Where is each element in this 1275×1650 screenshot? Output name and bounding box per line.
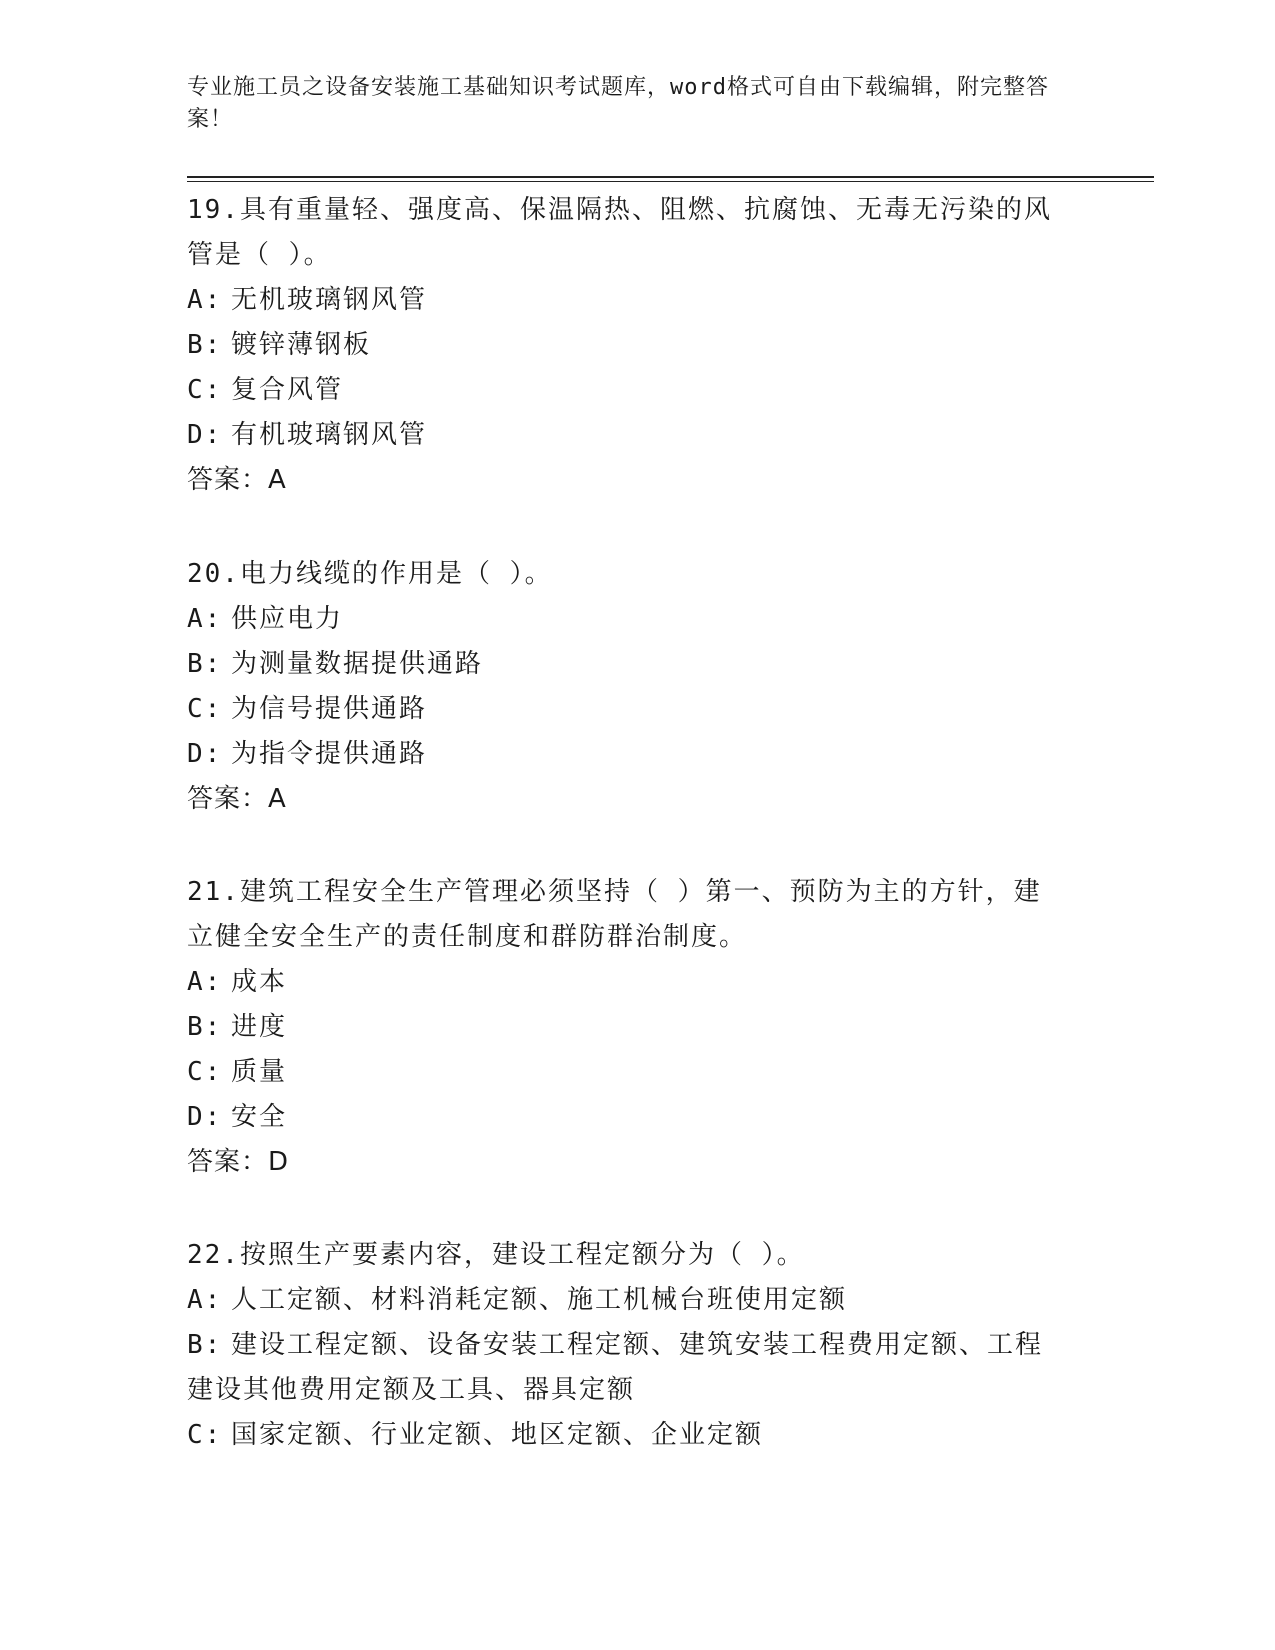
option-text: 复合风管: [231, 375, 344, 405]
option-b: [187, 323, 1067, 368]
answer: 答案：A: [187, 784, 287, 814]
option-a: [187, 960, 1067, 1005]
option-b: [187, 642, 1067, 687]
question-22: [187, 1233, 1067, 1458]
option-label: B:: [187, 330, 223, 360]
option-a: [187, 278, 1067, 323]
option-label: B:: [187, 1012, 223, 1042]
question-19: [187, 188, 1067, 503]
document-header: 专业施工员之设备安装施工基础知识考试题库，word格式可自由下载编辑，附完整答案！: [187, 75, 1049, 132]
option-text: 为信号提供通路: [231, 694, 428, 724]
option-label: C:: [187, 694, 223, 724]
answer: 答案：D: [187, 1147, 290, 1177]
option-label: A:: [187, 967, 223, 997]
question-21: [187, 870, 1067, 1185]
option-text: 供应电力: [231, 604, 344, 634]
option-label: C:: [187, 1420, 223, 1450]
option-text: 质量: [231, 1057, 288, 1087]
option-c: [187, 687, 1067, 732]
header-divider-thick: [187, 176, 1154, 178]
option-b: [187, 1005, 1067, 1050]
option-text: 有机玻璃钢风管: [231, 420, 428, 450]
option-label: B:: [187, 1330, 223, 1360]
option-d: [187, 413, 1067, 458]
option-label: D:: [187, 739, 223, 769]
question-20: [187, 552, 1067, 822]
question-stem: 19.具有重量轻、强度高、保温隔热、阻燃、抗腐蚀、无毒无污染的风管是（ ）。: [187, 195, 1052, 270]
option-text: 为测量数据提供通路: [231, 649, 484, 679]
question-stem: 21.建筑工程安全生产管理必须坚持（ ）第一、预防为主的方针，建立健全安全生产的责任制度和群防群治制度。: [187, 877, 1042, 952]
option-text: 国家定额、行业定额、地区定额、企业定额: [231, 1420, 764, 1450]
option-label: B:: [187, 649, 223, 679]
answer: 答案：A: [187, 465, 287, 495]
option-text: 人工定额、材料消耗定额、施工机械台班使用定额: [231, 1285, 848, 1315]
option-text: 为指令提供通路: [231, 739, 428, 769]
option-label: A:: [187, 285, 223, 315]
option-label: C:: [187, 1057, 223, 1087]
option-a: [187, 597, 1067, 642]
option-text: 建设工程定额、设备安装工程定额、建筑安装工程费用定额、工程建设其他费用定额及工具、器具定额: [187, 1330, 1044, 1405]
option-label: C:: [187, 375, 223, 405]
option-label: D:: [187, 420, 223, 450]
option-text: 镀锌薄钢板: [231, 330, 372, 360]
option-c: [187, 368, 1067, 413]
option-b: [187, 1323, 1067, 1413]
option-text: 无机玻璃钢风管: [231, 285, 428, 315]
option-a: [187, 1278, 1067, 1323]
option-d: [187, 732, 1067, 777]
header-divider-thin: [187, 181, 1154, 182]
option-c: [187, 1050, 1067, 1095]
option-text: 成本: [231, 967, 288, 997]
option-text: 安全: [231, 1102, 288, 1132]
option-label: A:: [187, 1285, 223, 1315]
option-c: [187, 1413, 1067, 1458]
option-label: A:: [187, 604, 223, 634]
option-d: [187, 1095, 1067, 1140]
option-text: 进度: [231, 1012, 288, 1042]
question-stem: 20.电力线缆的作用是（ ）。: [187, 559, 553, 589]
option-label: D:: [187, 1102, 223, 1132]
question-stem: 22.按照生产要素内容，建设工程定额分为（ ）。: [187, 1240, 805, 1270]
